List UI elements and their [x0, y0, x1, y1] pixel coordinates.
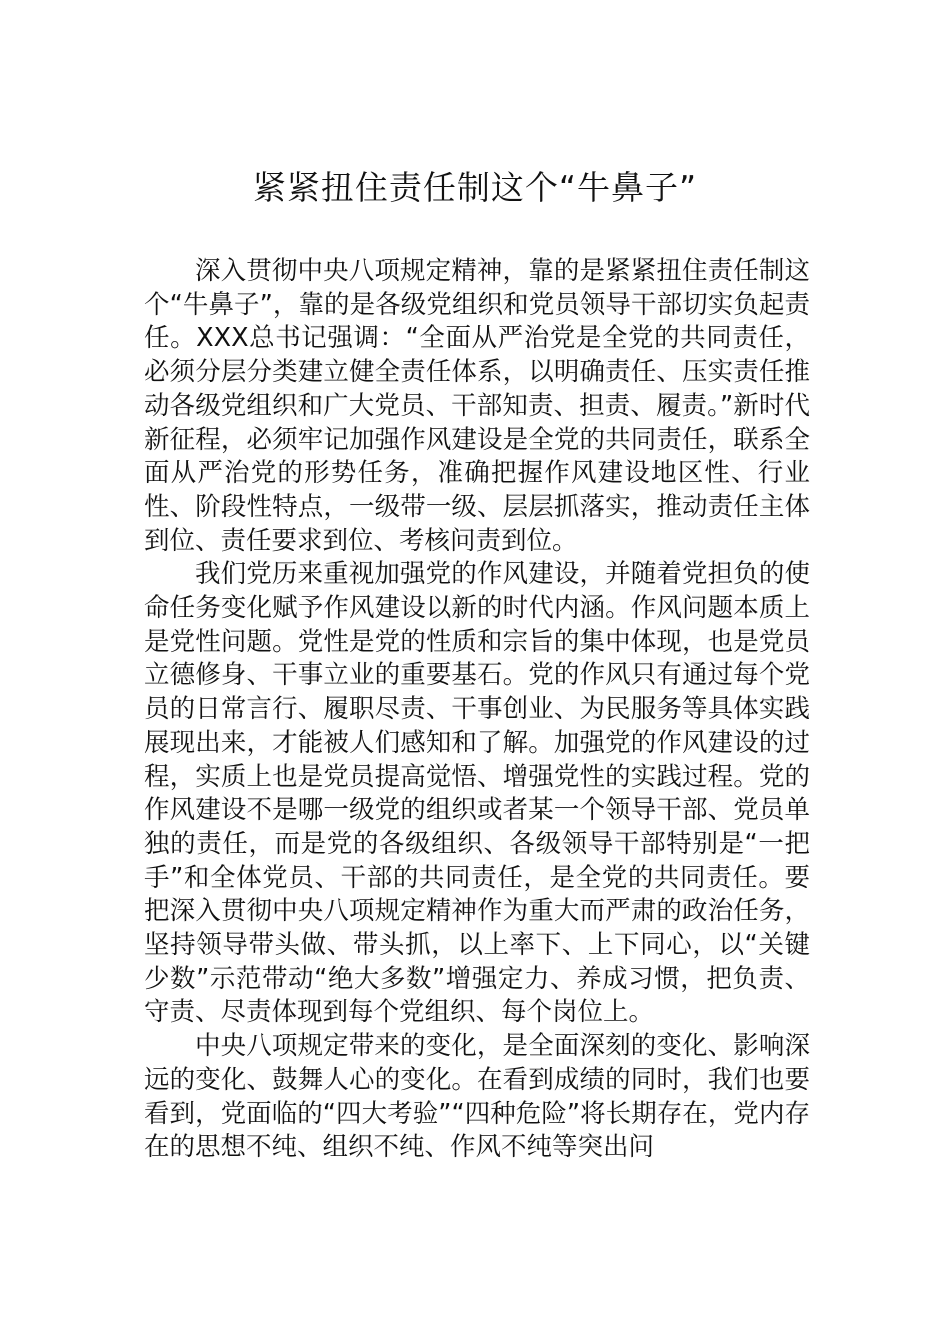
- document-body: [144, 255, 810, 1165]
- paragraph: 深入贯彻中央八项规定精神，靠的是紧紧扭住责任制这个“牛鼻子”，靠的是各级党组织和党员领导干部切实负起责任。XXX总书记强调：“全面从严治党是全党的共同责任，必须分层分类建立健全责任体系，以明确责任、压实责任推动各级党组织和广大党员、干部知责、担责、履责。”新时代新征程，必须牢记加强作风建设是全党的共同责任，联系全面从严治党的形势任务，准确把握作风建设地区性、行业性、阶段性特点，一级带一级、层层抓落实，推动责任主体到位、责任要求到位、考核问责到位。: [144, 256, 810, 556]
- paragraph: 我们党历来重视加强党的作风建设，并随着党担负的使命任务变化赋予作风建设以新的时代内涵。作风问题本质上是党性问题。党性是党的性质和宗旨的集中体现，也是党员立德修身、干事立业的重要基石。党的作风只有通过每个党员的日常言行、履职尽责、干事创业、为民服务等具体实践展现出来，才能被人们感知和了解。加强党的作风建设的过程，实质上也是党员提高觉悟、增强党性的实践过程。党的作风建设不是哪一级党的组织或者某一个领导干部、党员单独的责任，而是党的各级组织、各级领导干部特别是“一把手”和全体党员、干部的共同责任，是全党的共同责任。要把深入贯彻中央八项规定精神作为重大而严肃的政治任务，坚持领导带头做、带头抓，以上率下、上下同心，以“关键少数”示范带动“绝大多数”增强定力、养成习惯，把负责、守责、尽责体现到每个党组织、每个岗位上。: [144, 559, 810, 1028]
- document-title: 紧紧扭住责任制这个“牛鼻子”: [252, 168, 698, 207]
- paragraph: 中央八项规定带来的变化，是全面深刻的变化、影响深远的变化、鼓舞人心的变化。在看到成绩的同时，我们也要看到，党面临的“四大考验”“四种危险”将长期存在，党内存在的思想不纯、组织不纯、作风不纯等突出问: [144, 1031, 810, 1163]
